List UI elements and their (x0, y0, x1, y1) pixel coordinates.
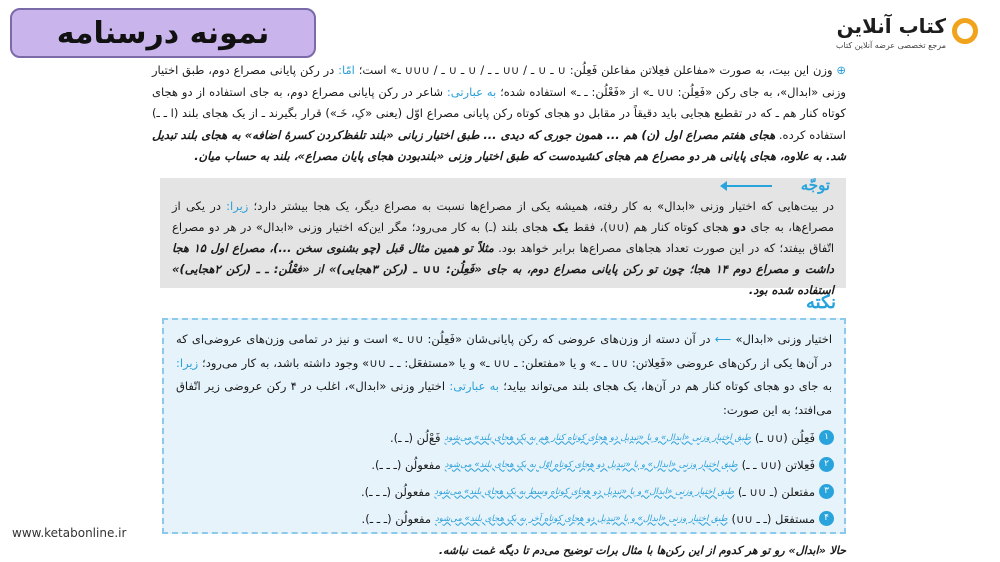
ketab-online-logo (818, 14, 978, 56)
item-hint: طبق اختیار وزنی «ابدال» و با «تبدیل دو هجای کوتاه اوّل به یک هجای بلند» می‌شود (444, 459, 738, 470)
logo-title: كتاب آنلاين (836, 14, 946, 38)
intro-keyword: به عبارتی: (446, 84, 497, 99)
intro-text: در رکن پایانی مصراع دوم، طبق (182, 63, 335, 77)
attention-text (172, 196, 834, 301)
intro-text: شاعر در رکن پایانی مصراع دوم، به جای استفاده از دو (181, 84, 443, 99)
sample-lesson-badge (10, 8, 316, 58)
item-result: فَعْ‌لُن (ـ ـ). (389, 430, 441, 445)
list-item (176, 478, 834, 505)
item-number-badge: ۴ (819, 511, 834, 526)
tip-line: می‌رود؛ (202, 355, 238, 370)
attention-line: هجای بلند (ـ) به کار می‌رود؛ مگر این‌که اختیار وزنی «ابدال» در هر دو مصراع (172, 220, 549, 234)
item-hint: طبق اختیار وزنی «ابدال» و با «تبدیل دو هجای کوتاه آخر به یک هجای بلند» می‌شود (434, 513, 728, 524)
attention-comment: مثلاً تو همین مثال قبل (چو بشنوی سخن ...)، مصراع اول ۱۵ هجا داشت و مصراع (172, 241, 834, 276)
attention-label: توجّه (800, 176, 830, 194)
intro-text: بلند (ا ـ ـ) استفاده کرده. (152, 106, 846, 142)
item-result: مفعولُن (ـ ـ ـ). (361, 511, 431, 526)
arrow-left-icon: ⟵ (714, 332, 732, 346)
list-item (176, 505, 834, 532)
intro-comment: علاوه، هجای پایانی هر دو مصراع هم هجای کشیده‌ست که طبق اختیار وزنی «بلندبودن هجای پایان مصراع»، بلند به حساب میان. (194, 149, 809, 164)
tip-line: اختیار وزنی «ابدال»، اغلب در ۴ رکن (266, 379, 446, 393)
intro-keyword: امّا: (338, 63, 355, 77)
tip-line: به جای دو هجای کوتاه کنار هم در آن‌ها، یک هجای بلند می‌تواند بیاید؛ (503, 379, 833, 393)
item-number-badge: ۲ (819, 457, 834, 472)
item-rukn: مفتعلن (ـ ∪∪ ـ) (737, 484, 815, 499)
tip-keyword: به عبارتی: (449, 379, 499, 393)
website-url: www.ketabonline.ir (12, 526, 127, 540)
attention-emphasis: یک (552, 220, 569, 234)
closing-remark: حالا «ابدال» رو تو هر کدوم از این رکن‌ها با مثال برات توضیح می‌دم تا دیگه غمت نباشه. (438, 544, 846, 557)
item-rukn: فَعِلُن (∪∪ ـ) (754, 430, 815, 445)
tip-line: در آن دسته از وزن‌های عروضی که رکن پایانی‌شان «فَعِلُن: ∪∪ ـ» است و نیز در تمامی وزن‌های عروضی‌ای (191, 332, 711, 346)
item-number-badge: ۳ (819, 484, 834, 499)
attention-emphasis: دو (733, 220, 747, 234)
attention-keyword: زیرا: (226, 199, 249, 213)
intro-text: هجای کوتاه کنار هم ـ که در تقطیع هجایی باید دقیقاً در مقابل دو هجای کوتاه رکن پایانی مصراع اوّل (یعنی «کِ، خَـ») قرار بگیرند ـ از یک هجای (152, 84, 847, 121)
item-result: مفعولُن (ـ ـ ـ). (360, 484, 431, 499)
item-rukn: فَعِلاتن (∪∪ ـ ـ) (741, 457, 815, 472)
logo-subtitle: مرجع تخصصی عرضه آنلاین کتاب (835, 41, 946, 50)
tip-label: نکته (806, 292, 837, 313)
item-hint: طبق اختیار وزنی «ابدال» و با «تبدیل دو هجای کوتاه کنار هم به یک هجای بلند» می‌شود (444, 432, 751, 443)
arrow-left-icon (726, 185, 772, 187)
attention-line: در یکی از (172, 199, 221, 213)
intro-paragraph (152, 60, 846, 168)
attention-line: مصراع‌ها، به جای (750, 220, 835, 234)
attention-line: اتّفاق بیفتد؛ که در این صورت تعداد هجاهای مصراع‌ها برابر خواهد بود. (498, 241, 835, 255)
logo-ring-icon (952, 18, 978, 44)
attention-comment: دوم ۱۴ هجا؛ چون تو رکن پایانی مصراع دوم، به جای «فَعِلُن: ∪∪ ـ (رکن ۳هجایی)» از «فعْلُن: ـ ـ (رکن ۲هجایی)» استفاده شده بود. (172, 262, 834, 297)
intro-comment: هجای هفتم مصراع اول (ن) هم ... همون جوری که دیدی ... طبق اختیار زبانی «بلند تلفظ‌کردن کسرهٔ اضافه» به هجای بلند تبدیل شد. به (152, 127, 846, 164)
tip-list (176, 424, 834, 532)
item-number-badge: ۱ (819, 430, 834, 445)
tip-line: اختیار وزنی «ابدال» (735, 332, 833, 346)
item-result: مفعولُن (ـ ـ ـ). (371, 457, 441, 472)
attention-line: در بیت‌هایی که اختیار وزنی «ابدال» به کار رفته، همیشه یکی از مصراع‌ها نسبت به مصراع دیگر، یک هجا بیشتر دارد؛ (253, 199, 835, 213)
intro-text: وزن این بیت، به صورت «مفاعلن فعِلاتن مفاعلن فَعِلُن: ∪ ـ ∪ ـ / ∪∪ ـ ـ / ∪ ـ ∪ ـ / ∪∪∪ ـ» است؛ (358, 63, 833, 77)
tip-keyword: زیرا: (176, 355, 199, 370)
plus-icon: ⊕ (836, 63, 847, 77)
attention-box (160, 176, 846, 297)
tip-line: که در آن‌ها یکی از رکن‌های عروضی «فَعِلاتن: ∪∪ ـ ـ» و یا «مفتعلن: ـ ∪∪ ـ» و یا «مستفعَل: ـ ـ ∪∪» وجود داشته باشد، به کار (176, 332, 833, 370)
attention-line: هجای کوتاه کنار هم (∪∪)، فقط (573, 220, 729, 234)
tip-text (176, 328, 832, 422)
sample-lesson-label: نمونه درسنامه (56, 15, 270, 51)
list-item (176, 451, 834, 478)
tip-line: عروضی زیر اتّفاق می‌افتد؛ به این صورت: (176, 379, 832, 417)
tip-box (162, 318, 846, 534)
intro-text: اختیار وزنی «ابدال»، به جای رکن «فَعِلُن: ∪∪ ـ» از «فَعْلُن: ـ ـ» استفاده شده؛ (152, 63, 846, 99)
item-rukn: مستفعَل (ـ ـ ∪∪) (731, 511, 815, 526)
item-hint: طبق اختیار وزنی «ابدال» و با «تبدیل دو هجای کوتاه وسط به یک هجای بلند» می‌شود (434, 486, 734, 497)
list-item (176, 424, 834, 451)
